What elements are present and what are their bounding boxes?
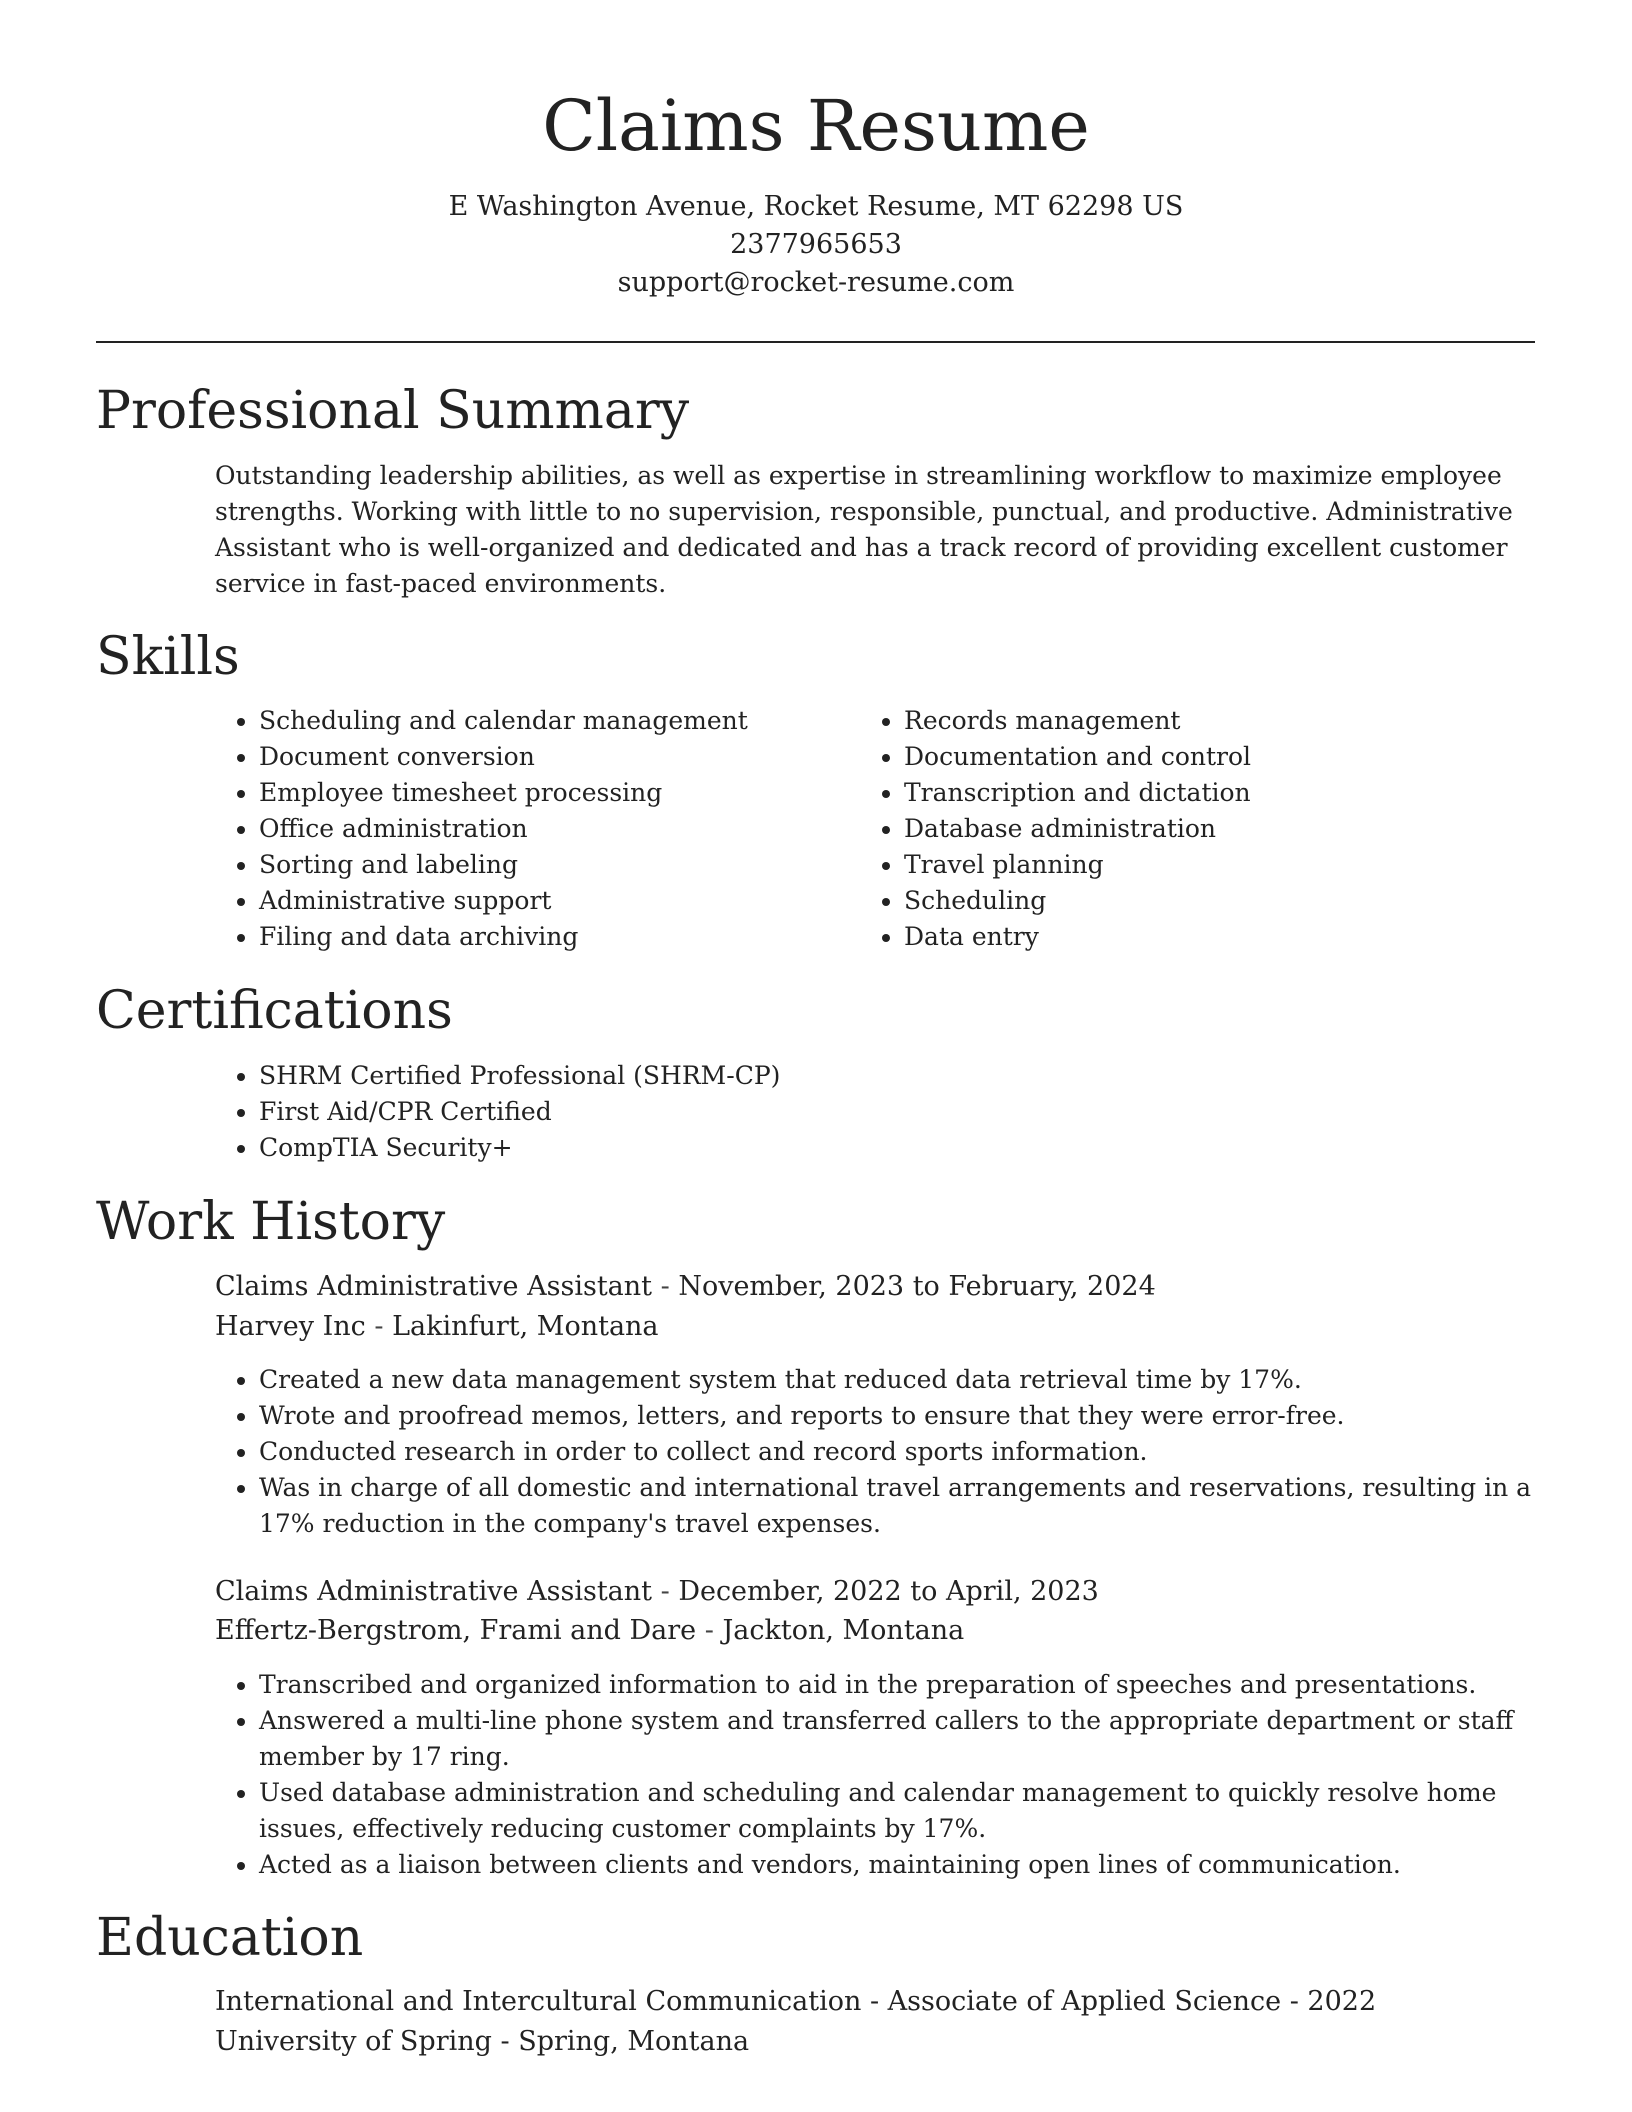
job-location: Jackton, Montana: [722, 1615, 965, 1646]
contact-email: support@rocket-resume.com: [617, 267, 1015, 298]
job-title-line: Claims Administrative Assistant - November, 2023 to February, 2024: [215, 1271, 1156, 1302]
education-degree: Associate of Applied Science: [887, 1986, 1282, 2017]
job-location: Lakinfurt, Montana: [392, 1311, 659, 1342]
skill-item: • Filing and data archiving: [259, 919, 835, 955]
skill-item: • Travel planning: [904, 847, 1500, 883]
skill-item: • Documentation and control: [904, 739, 1500, 775]
education-field: International and Intercultural Communication: [215, 1986, 862, 2017]
education-location: Spring, Montana: [518, 2026, 750, 2057]
job-company-line: Harvey Inc - Lakinfurt, Montana: [215, 1311, 659, 1342]
skills-left-column: [215, 703, 835, 955]
certification-item: • CompTIA Security+: [259, 1130, 1515, 1166]
job-bullets: [215, 1362, 1545, 1542]
job-company-line: Effertz-Bergstrom, Frami and Dare - Jackton, Montana: [215, 1615, 965, 1646]
contact-address: E Washington Avenue, Rocket Resume, MT 62298 US: [448, 191, 1184, 222]
skill-item: • Document conversion: [259, 739, 835, 775]
education-heading: Education: [96, 1908, 364, 1968]
skill-item: • Sorting and labeling: [259, 847, 835, 883]
job-dates: December, 2022 to April, 2023: [678, 1576, 1099, 1607]
resume-header: [0, 78, 1632, 302]
job-bullet: • Was in charge of all domestic and international travel arrangements and reservations, resulting in a 17% reduction in the company's travel expenses.: [259, 1470, 1545, 1542]
job-dates: November, 2023 to February, 2024: [678, 1271, 1156, 1302]
certification-item: • SHRM Certified Professional (SHRM-CP): [259, 1058, 1515, 1094]
skill-item: • Data entry: [904, 919, 1500, 955]
education-year: 2022: [1307, 1986, 1377, 2017]
job-role: Claims Administrative Assistant: [215, 1271, 653, 1302]
header-divider: [96, 341, 1535, 343]
job-bullet: • Answered a multi-line phone system and transferred callers to the appropriate department or staff member by 17 ring.: [259, 1703, 1555, 1775]
skill-item: • Administrative support: [259, 883, 835, 919]
job-company: Effertz-Bergstrom, Frami and Dare: [215, 1615, 697, 1646]
resume-name: Claims Resume: [542, 85, 1090, 167]
work-history-heading: Work History: [96, 1192, 446, 1252]
skill-item: • Transcription and dictation: [904, 775, 1500, 811]
job-bullet: • Transcribed and organized information to aid in the preparation of speeches and presentations.: [259, 1667, 1555, 1703]
certification-item: • First Aid/CPR Certified: [259, 1094, 1515, 1130]
job-bullet: • Used database administration and scheduling and calendar management to quickly resolve home issues, effectively reducing customer complaints by 17%.: [259, 1775, 1555, 1847]
contact-phone: 2377965653: [730, 229, 902, 260]
contact-info: [0, 188, 1632, 302]
skill-item: • Scheduling: [904, 883, 1500, 919]
education-school-line: University of Spring - Spring, Montana: [215, 2026, 750, 2057]
skill-item: • Records management: [904, 703, 1500, 739]
skills-right-column: [860, 703, 1500, 955]
summary-text: Outstanding leadership abilities, as well as expertise in streamlining workflow to maximize employee strengths. Working with little to no supervision, responsible, punctual, and productive. Administrative Assistant who is well-organized and dedicated and has a track record of providing excellent customer service in fast-paced environments.: [215, 461, 1513, 598]
skill-item: • Employee timesheet processing: [259, 775, 835, 811]
job-bullet: • Created a new data management system that reduced data retrieval time by 17%.: [259, 1362, 1545, 1398]
education-degree-line: International and Intercultural Communication - Associate of Applied Science - 2022: [215, 1986, 1377, 2017]
skill-item: • Office administration: [259, 811, 835, 847]
job-role: Claims Administrative Assistant: [215, 1576, 653, 1607]
certifications-list: [215, 1058, 1515, 1166]
skills-heading: Skills: [96, 627, 240, 687]
certifications-heading: Certifications: [96, 981, 453, 1041]
job-bullet: • Acted as a liaison between clients and vendors, maintaining open lines of communication.: [259, 1847, 1555, 1883]
skill-item: • Scheduling and calendar management: [259, 703, 835, 739]
job-bullets: [215, 1667, 1555, 1883]
job-title-line: Claims Administrative Assistant - December, 2022 to April, 2023: [215, 1576, 1099, 1607]
job-bullet: • Wrote and proofread memos, letters, and reports to ensure that they were error-free.: [259, 1398, 1545, 1434]
skill-item: • Database administration: [904, 811, 1500, 847]
summary-heading: Professional Summary: [96, 381, 690, 441]
education-school: University of Spring: [215, 2026, 492, 2057]
job-company: Harvey Inc: [215, 1311, 366, 1342]
job-bullet: • Conducted research in order to collect and record sports information.: [259, 1434, 1545, 1470]
